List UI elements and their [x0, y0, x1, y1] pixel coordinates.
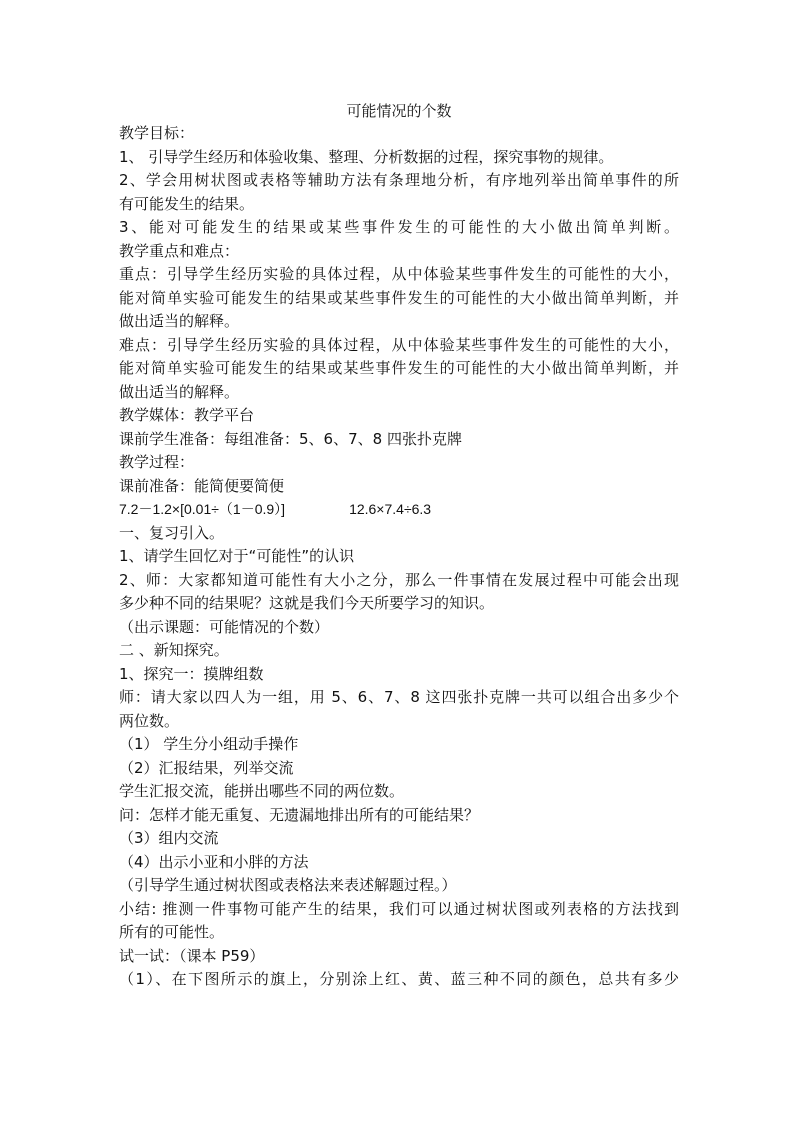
step-1: （1） 学生分小组动手操作	[119, 735, 299, 753]
key-point-line-2: 能对简单实验可能发生的结果或某些事件发生的可能性的大小做出简单判断，并	[119, 288, 679, 307]
summary-line-2: 所有的可能性。	[119, 923, 225, 941]
pre-class-preparation: 课前准备：能简便要简便	[119, 476, 285, 495]
teacher-prompt-line-2: 两位数。	[119, 711, 180, 730]
key-point-line-3: 做出适当的解释。	[119, 312, 240, 330]
step-3: （3）组内交流	[119, 829, 219, 847]
section-review: 一、复习引入。	[119, 523, 225, 542]
lesson-title-display: （出示课题：可能情况的个数）	[119, 617, 330, 636]
document-page	[119, 100, 679, 992]
formula-left: 7.2－1.2×[0.01÷（1－0.9）]	[119, 501, 286, 517]
teaching-media: 教学媒体：教学平台	[119, 406, 255, 424]
key-point-line-1: 重点：引导学生经历实验的具体过程，从中体验某些事件发生的可能性的大小，	[119, 265, 679, 283]
try-it-heading: 试一试：（课本 P59）	[119, 946, 265, 965]
review-item-1: 1、请学生回忆对于“可能性”的认识	[119, 547, 355, 565]
section-new-knowledge: 二 、新知探究。	[119, 641, 229, 659]
step-4: （4）出示小亚和小胖的方法	[119, 852, 309, 871]
objective-2-line-2: 有可能发生的结果。	[119, 194, 255, 213]
question: 问：怎样才能无重复、无遗漏地排出所有的可能结果？	[119, 805, 480, 824]
difficulty-line-3: 做出适当的解释。	[119, 382, 240, 401]
try-it-item-1: （1）、在下图所示的旗上，分别涂上红、黄、蓝三种不同的颜色，总共有多少	[119, 970, 679, 988]
formula-right: 12.6×7.4÷6.3	[349, 501, 432, 517]
guidance-note: （引导学生通过树状图或表格法来表述解题过程。）	[119, 876, 457, 894]
review-item-2-line-2: 多少种不同的结果呢？这就是我们今天所要学习的知识。	[119, 594, 495, 612]
summary-line-1: 小结: 推测一件事物可能产生的结果，我们可以通过树状图或列表格的方法找到	[119, 899, 679, 918]
exploration-1: 1、探究一：摸牌组数	[119, 664, 264, 683]
section-heading-objectives: 教学目标：	[119, 124, 195, 142]
difficulty-line-1: 难点：引导学生经历实验的具体过程，从中体验某些事件发生的可能性的大小，	[119, 335, 679, 354]
review-item-2-line-1: 2、师：大家都知道可能性有大小之分，那么一件事情在发展过程中可能会出现	[119, 570, 679, 589]
step-2: （2）汇报结果，列举交流	[119, 758, 294, 777]
objective-3: 3、能对可能发生的结果或某些事件发生的可能性的大小做出简单判断。	[119, 218, 679, 236]
student-report: 学生汇报交流，能拼出哪些不同的两位数。	[119, 782, 405, 800]
difficulty-line-2: 能对简单实验可能发生的结果或某些事件发生的可能性的大小做出简单判断，并	[119, 359, 679, 377]
objective-2-line-1: 2、学会用树状图或表格等辅助方法有条理地分析，有序地列举出简单事件的所	[119, 171, 679, 189]
section-heading-process: 教学过程：	[119, 453, 195, 471]
teacher-prompt-line-1: 师：请大家以四人为一组，用 5、6、7、8 这四张扑克牌一共可以组合出多少个	[119, 688, 679, 706]
document-title: 可能情况的个数	[346, 102, 452, 120]
student-preparation: 课前学生准备：每组准备：5、6、7、8 四张扑克牌	[119, 429, 462, 448]
objective-1: 1、 引导学生经历和体验收集、整理、分析数据的过程，探究事物的规律。	[119, 147, 614, 166]
formula-line	[119, 498, 679, 522]
section-heading-key-points: 教学重点和难点：	[119, 241, 240, 260]
